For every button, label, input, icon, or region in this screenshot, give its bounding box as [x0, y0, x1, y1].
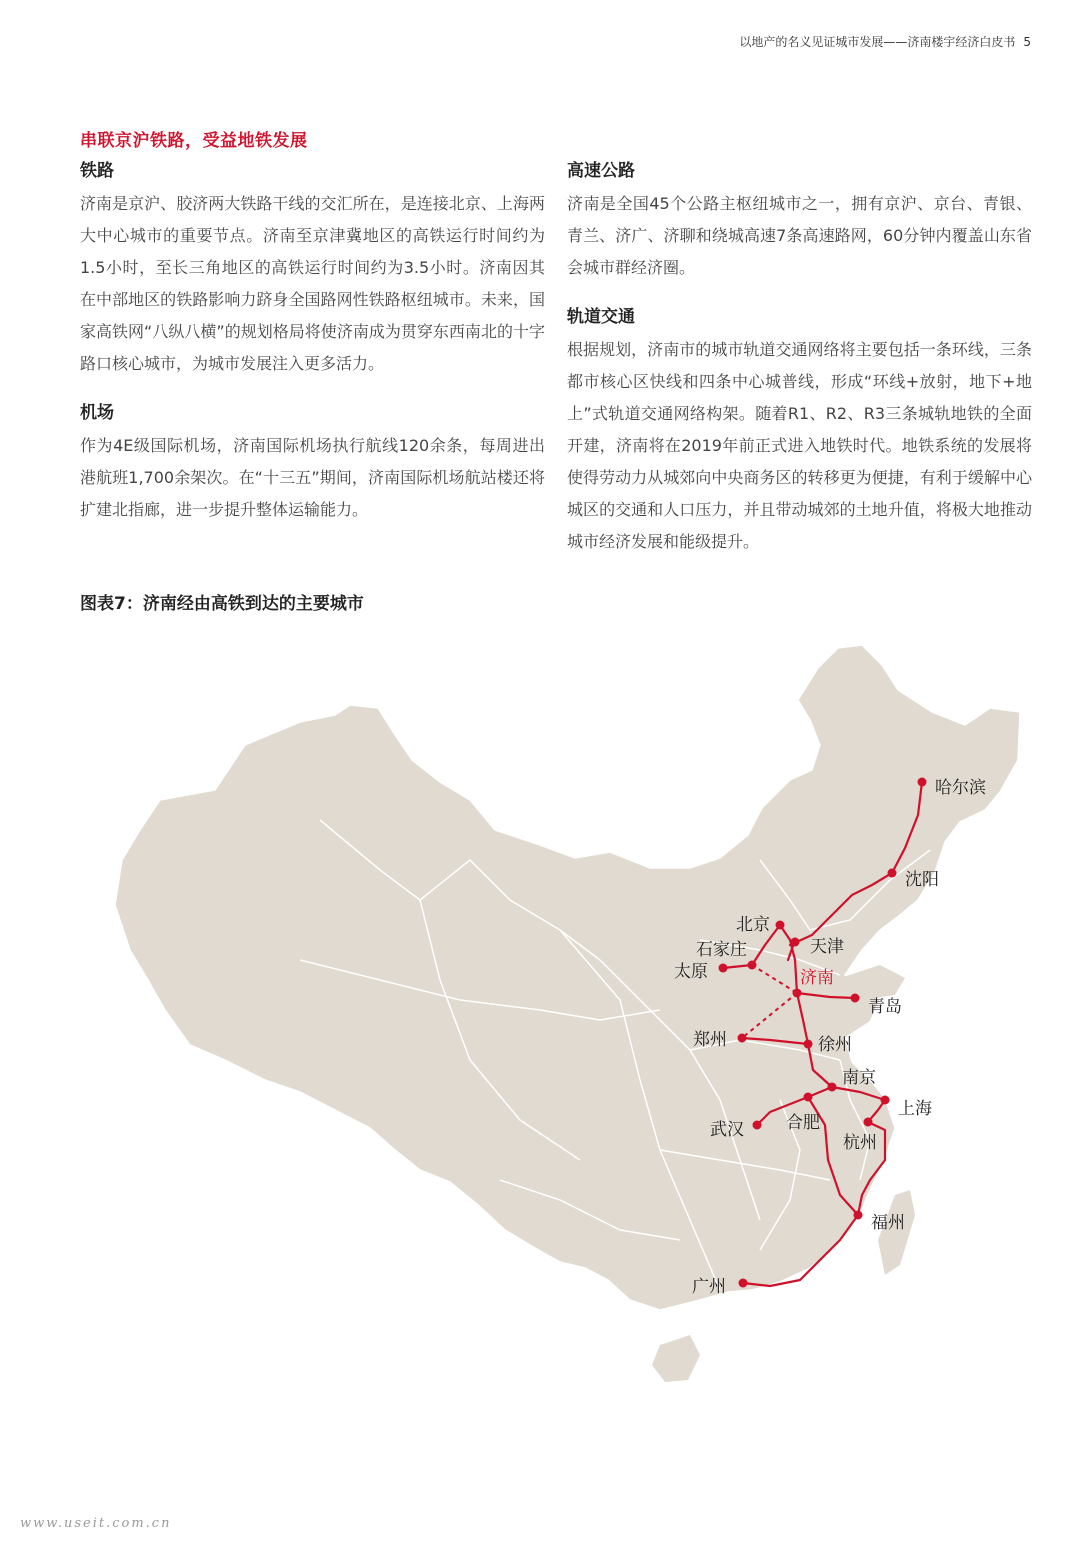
rail-transit-heading: 轨道交通: [567, 307, 635, 327]
map-svg: [0, 620, 1091, 1420]
label-fuzhou: 福州: [871, 1213, 905, 1233]
dot-shenyang: [888, 869, 897, 878]
dot-hangzhou: [864, 1118, 873, 1127]
dot-nanjing: [828, 1083, 837, 1092]
header-title: 以地产的名义见证城市发展——济南楼宇经济白皮书: [739, 35, 1016, 49]
label-shijiazhuang: 石家庄: [696, 940, 747, 960]
dot-shanghai: [881, 1096, 890, 1105]
label-xuzhou: 徐州: [818, 1035, 852, 1055]
dot-taiyuan: [719, 964, 728, 973]
label-nanjing: 南京: [842, 1068, 876, 1088]
label-beijing: 北京: [736, 915, 770, 935]
label-qingdao: 青岛: [868, 997, 902, 1017]
page-header: [739, 33, 1031, 50]
dot-xuzhou: [804, 1040, 813, 1049]
dot-fuzhou: [854, 1211, 863, 1220]
figure-title: 图表7：济南经由高铁到达的主要城市: [80, 594, 364, 614]
label-taiyuan: 太原: [674, 962, 708, 982]
china-rail-map: [0, 620, 1091, 1420]
label-hefei: 合肥: [786, 1113, 820, 1133]
railway-heading: 铁路: [80, 161, 114, 181]
dot-tianjin: [791, 938, 800, 947]
airport-text: 作为4E级国际机场，济南国际机场执行航线120余条，每周进出港航班1,700余架次。在“十三五”期间，济南国际机场航站楼还将扩建北指廊，进一步提升整体运输能力。: [80, 436, 545, 519]
label-harbin: 哈尔滨: [935, 778, 986, 798]
dot-wuhan: [753, 1121, 762, 1130]
dot-jinan: [793, 989, 802, 998]
page-number: 5: [1023, 35, 1031, 49]
label-guangzhou: 广州: [692, 1277, 726, 1297]
right-column: [567, 158, 1032, 578]
label-tianjin: 天津: [810, 937, 844, 957]
label-jinan: 济南: [800, 968, 834, 988]
highway-text: 济南是全国45个公路主枢纽城市之一，拥有京沪、京台、青银、青兰、济广、济聊和绕城高速7条高速路网，60分钟内覆盖山东省会城市群经济圈。: [567, 194, 1032, 277]
highway-heading: 高速公路: [567, 161, 635, 181]
label-shanghai: 上海: [898, 1099, 932, 1119]
rail-transit-text: 根据规划，济南市的城市轨道交通网络将主要包括一条环线，三条都市核心区快线和四条中心城普线，形成“环线+放射，地下+地上”式轨道交通网络构架。随着R1、R2、R3三条城轨地铁的全面开建，济南将在2019年前正式进入地铁时代。地铁系统的发展将使得劳动力从城郊向中央商务区的转移更为便捷，有利于缓解中心城区的交通和人口压力，并且带动城郊的土地升值，将极大地推动城市经济发展和能级提升。: [567, 340, 1032, 551]
dot-qingdao: [851, 994, 860, 1003]
dot-beijing: [776, 921, 785, 930]
dot-guangzhou: [739, 1279, 748, 1288]
dot-zhengzhou: [738, 1034, 747, 1043]
dot-hefei: [804, 1093, 813, 1102]
label-hangzhou: 杭州: [843, 1133, 877, 1153]
dot-shijiazhuang: [748, 961, 757, 970]
railway-text: 济南是京沪、胶济两大铁路干线的交汇所在，是连接北京、上海两大中心城市的重要节点。济南至京津冀地区的高铁运行时间约为1.5小时，至长三角地区的高铁运行时间约为3.5小时。济南因其在中部地区的铁路影响力跻身全国路网性铁路枢纽城市。未来，国家高铁网“八纵八横”的规划格局将使济南成为贯穿东西南北的十字路口核心城市，为城市发展注入更多活力。: [80, 194, 545, 373]
label-wuhan: 武汉: [710, 1120, 744, 1140]
left-column: [80, 158, 545, 546]
hainan-island: [652, 1335, 700, 1382]
section-title: 串联京沪铁路，受益地铁发展: [80, 131, 308, 151]
airport-heading: 机场: [80, 403, 114, 423]
watermark: www.useit.com.cn: [20, 1516, 172, 1531]
label-shenyang: 沈阳: [905, 870, 939, 890]
label-zhengzhou: 郑州: [693, 1030, 727, 1050]
dot-harbin: [918, 778, 927, 787]
